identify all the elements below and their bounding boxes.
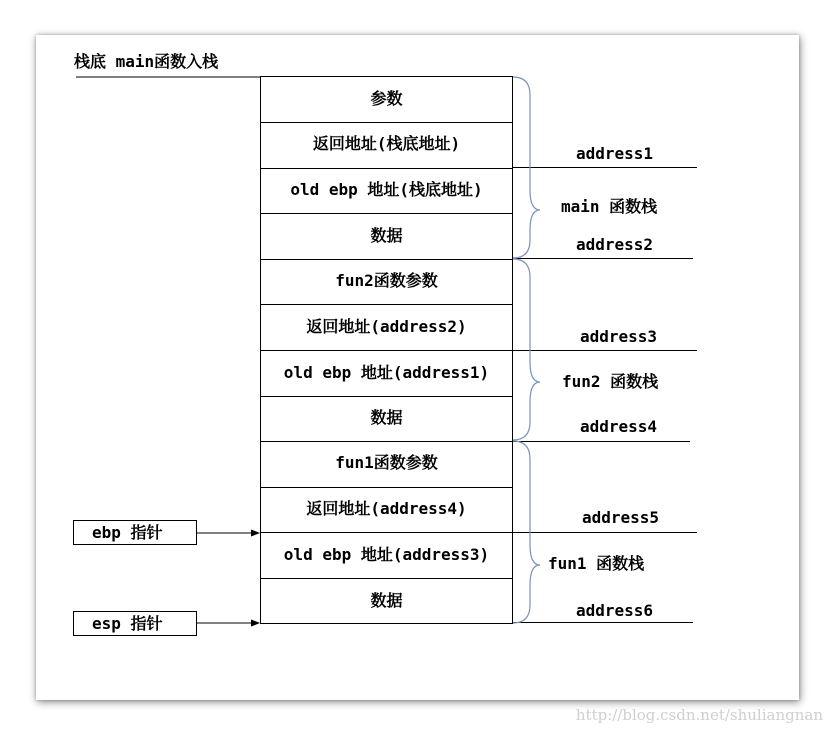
stack-cell: fun1函数参数	[335, 453, 438, 472]
stack-cell: 数据	[370, 591, 403, 610]
stack-cell: 返回地址(address4)	[306, 499, 467, 518]
stack-cell: 返回地址(address2)	[306, 317, 467, 336]
stack-cell: 数据	[370, 408, 403, 427]
esp-pointer-label: esp 指针	[92, 614, 163, 633]
watermark: http://blog.csdn.net/shuliangnan	[575, 706, 823, 724]
fun2-frame-brace	[513, 259, 540, 440]
stack-cell: old ebp 地址(address3)	[283, 545, 490, 564]
stack-cell: fun2函数参数	[335, 271, 438, 290]
esp-pointer-box	[73, 611, 197, 636]
stack-cell: old ebp 地址(address1)	[283, 363, 490, 382]
stack-cell: 参数	[370, 89, 403, 108]
esp-arrowhead-icon	[251, 620, 260, 627]
ebp-pointer-box	[73, 520, 197, 545]
address-label: address4	[580, 417, 658, 436]
frame-label-main: main 函数栈	[561, 197, 658, 216]
frame-label-fun1: fun1 函数栈	[548, 554, 645, 573]
address-label: address5	[582, 508, 660, 527]
stack-cell: 数据	[370, 226, 403, 245]
ebp-pointer-label: ebp 指针	[92, 523, 163, 542]
address-label: address3	[580, 327, 658, 346]
ebp-arrowhead-icon	[251, 530, 260, 537]
diagram-title: 栈底 main函数入栈	[74, 52, 219, 71]
frame-label-fun2: fun2 函数栈	[562, 372, 659, 391]
address-label: address6	[576, 601, 654, 620]
address-label: address2	[576, 235, 654, 254]
address-label: address1	[576, 144, 654, 163]
stack-cell: old ebp 地址(栈底地址)	[290, 180, 483, 199]
stack-cell: 返回地址(栈底地址)	[312, 134, 461, 153]
